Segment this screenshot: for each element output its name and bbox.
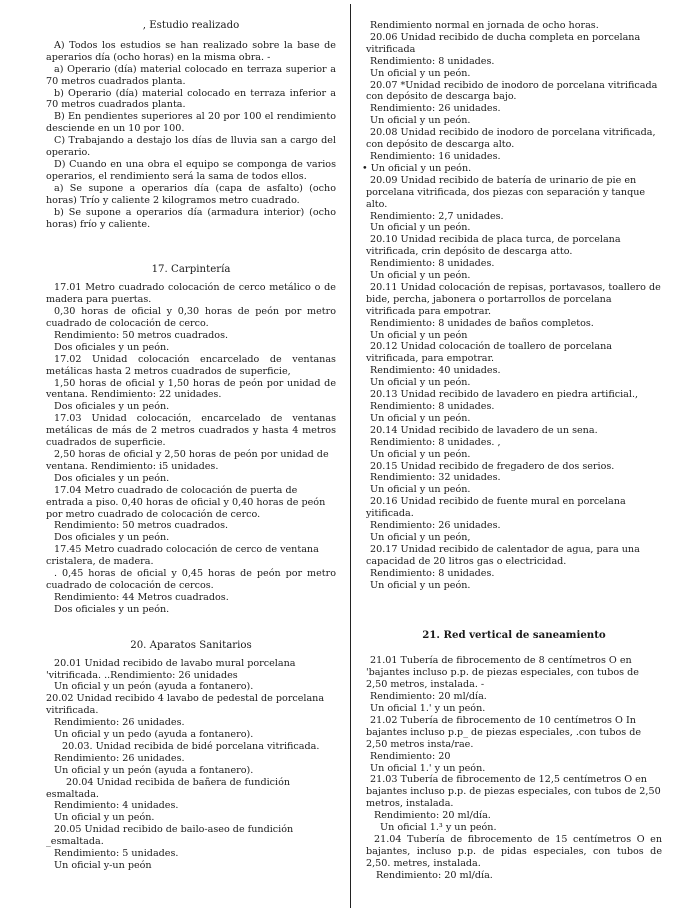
paragraph: 17.01 Metro cuadrado colocación de cerco metálico o de madera para puertas. [46, 282, 336, 306]
paragraph: 20.11 Unidad colocación de repisas, portavasos, toallero de bide, percha, jabonera o portarrollos de porcelana vitrificada para empotrar. [366, 281, 661, 317]
paragraph: Un oficial y un peón [370, 329, 468, 341]
paragraph: Un oficial y un peón (ayuda a fontanero). [54, 764, 254, 776]
paragraph: Un oficial y un peón. [370, 115, 471, 127]
paragraph: Rendimiento: 26 unidades. [54, 717, 185, 729]
paragraph: 21.04 Tubería de fibrocemento de 15 centímetros O en bajantes, incluso p.p. de pidas especiales, con tubos de 2,50. metres, instalada. [366, 834, 662, 869]
paragraph: Rendimiento: 26 unidades. [370, 103, 501, 115]
paragraph: Rendimiento: 8 unidades de baños completos. [370, 317, 594, 329]
paragraph: Rendimiento: 2,7 unidades. [370, 210, 504, 222]
paragraph: b) Se supone a operarios día (armadura interior) (ocho horas) frío y caliente. [46, 206, 336, 230]
section-heading: 20. Aparatos Sanitarios [130, 639, 252, 651]
paragraph: Rendimiento: 8 unidades. [370, 567, 495, 579]
paragraph: C) Trabajando a destajo los días de lluvia san a cargo del operario. [46, 135, 336, 159]
paragraph: Un oficial y-un peón [54, 860, 152, 871]
paragraph: Un oficial y un peón. [370, 412, 471, 424]
paragraph: Rendimiento: 8 unidades. , [370, 436, 501, 448]
paragraph: 20.10 Unidad recibida de placa turca, de porcelana vitrificada, crin depósito de descarga atto. [366, 234, 621, 258]
section-heading: , Estudio realizado [142, 20, 240, 31]
section-heading: 21. Red vertical de saneamiento [422, 628, 606, 641]
paragraph: • Un oficial y un peón. [362, 162, 472, 174]
paragraph: a) Se supone a operarios día (capa de asfalto) (ocho horas) Trío y caliente 2 kilogramos metro cuadrado. [46, 182, 336, 206]
paragraph: 20.05 Unidad recibido de bailo-aseo de fundición _esmaltada. [46, 824, 294, 848]
paragraph: Rendimiento: 8 unidades. [370, 258, 495, 270]
paragraph: Dos oficiales y un peón. [54, 401, 170, 413]
paragraph: Un oficial y un peón (ayuda a fontanero). [54, 681, 254, 693]
paragraph: Rendimiento: 20 ml/día. [376, 869, 493, 881]
right-column [362, 20, 662, 882]
paragraph: 21.01 Tubería de fibrocemento de 8 centímetros O en 'bajantes incluso p.p. de piezas especiales, con tubos de 2,50 metros, instalada. - [366, 655, 639, 691]
paragraph: 20.15 Unidad recibido de fregadero de dos serios. [370, 460, 615, 472]
column-divider [350, 4, 351, 908]
paragraph: Un oficial y un peón, [370, 531, 471, 543]
paragraph: Rendimiento: 4 unidades. [54, 800, 179, 812]
paragraph: Rendimiento: 26 unidades. [370, 520, 501, 532]
paragraph: 20.16 Unidad recibido de fuente mural en porcelana yitificada. [366, 496, 626, 520]
paragraph: Un oficial y un peón. [370, 579, 471, 591]
paragraph: Un oficial 1.' y un peón. [370, 703, 486, 715]
paragraph: Rendimiento normal en jornada de ocho horas. [370, 20, 599, 31]
paragraph: Un oficial y un peón. [370, 222, 471, 234]
paragraph: Rendimiento: 50 metros cuadrados. [54, 329, 229, 341]
paragraph: Un oficial y un peón. [54, 812, 155, 824]
paragraph: Rendimiento: 16 unidades. [370, 150, 501, 162]
paragraph: Un oficial y un pedo (ayuda a fontanero). [54, 729, 254, 741]
paragraph: 17.03 Unidad colocación, encarcelado de ventanas metálicas de más de 2 metros cuadrados y hasta 4 metros cuadrados de superficie. [46, 413, 336, 449]
paragraph: Un oficial 1.³ y un peón. [380, 822, 497, 834]
paragraph: 17.02 Unidad colocación encarcelado de ventanas metálicas hasta 2 metros cuadrados de superficie, [46, 353, 336, 377]
paragraph: 20.14 Unidad recibido de lavadero de un sena. [370, 424, 598, 436]
paragraph: 17.45 Metro cuadrado colocación de cerco de ventana cristalera, de madera. [46, 544, 319, 568]
paragraph: Rendimiento: 44 Metros cuadrados. [54, 591, 229, 603]
paragraph: 20.13 Unidad recibido de lavadero en piedra artificial., [370, 389, 639, 401]
paragraph: 20.06 Unidad recibido de ducha completa en porcelana vitrificada [366, 31, 641, 55]
paragraph: Dos oficiales y un peón. [54, 603, 170, 615]
paragraph: 2,50 horas de oficial y 2,50 horas de peón por unidad de ventana. Rendimiento: i5 unidades. [46, 449, 329, 472]
paragraph: 20.07 *Unidad recibido de inodoro de porcelana vitrificada con depósito de descarga bajo. [366, 79, 658, 103]
paragraph: Un oficial 1.' y un peón. [370, 762, 486, 774]
paragraph: B) En pendientes superiores al 20 por 100 el rendimiento desciende en un 10 por 100. [46, 111, 336, 135]
paragraph: Un oficial y un peón. [370, 270, 471, 282]
paragraph: Dos oficiales y un peón. [54, 532, 170, 544]
paragraph: . 0,45 horas de oficial y 0,45 horas de peón por metro cuadrado de colocación de cercos. [46, 568, 336, 591]
paragraph: Dos oficiales y un peón. [54, 341, 170, 353]
paragraph: Rendimiento: 40 unidades. [370, 365, 501, 377]
paragraph: Rendimiento: 26 unidades. [54, 752, 185, 764]
paragraph: Un oficial y un peón. [370, 377, 471, 389]
paragraph: 20.08 Unidad recibido de inodoro de porcelana vitrificada, con depósito de descarga alto. [366, 127, 656, 151]
section-heading: 17. Carpintería [151, 264, 231, 276]
paragraph: Rendimiento: 8 unidades. [370, 401, 495, 412]
paragraph: A) Todos los estudios se han realizado sobre la base de aperarios día (ocho horas) en la misma obra. - [46, 39, 336, 63]
paragraph: Un oficial y un peón. [370, 448, 471, 460]
paragraph: 17.04 Metro cuadrado de colocación de puerta de entrada a piso. 0,40 horas de oficial y 0,40 horas de peón por metro cuadrado de colocación de cerco. [46, 484, 326, 520]
paragraph: 20.02 Unidad recibido 4 lavabo de pedestal de porcelana vitrificada. [46, 693, 325, 717]
paragraph: Rendimiento: 20 ml/día. [374, 810, 491, 822]
paragraph: Rendimiento: 50 metros cuadrados. [54, 520, 229, 532]
paragraph: 20.09 Unidad recibido de batería de urinario de pie en porcelana vitrificada, dos piezas con separación y tanque alto. [366, 174, 646, 210]
paragraph: a) Operario (día) material colocado en terraza superior a 70 metros cuadrados planta. [46, 63, 336, 87]
paragraph: 20.01 Unidad recibido de lavabo mural porcelana 'vitrificada. ..Rendimiento: 26 unidades [46, 657, 296, 681]
paragraph: D) Cuando en una obra el equipo se componga de varios operarios, el rendimiento será la sama de todos ellos. [46, 158, 336, 182]
paragraph: 21.02 Tubería de fibrocemento de 10 centímetros O In bajantes incluso p.p_ de piezas especiales, .con tubos de 2,50 metros insta/rae. [366, 714, 642, 750]
paragraph: 0,30 horas de oficial y 0,30 horas de peón por metro cuadrado de colocación de cerco. [46, 306, 336, 330]
paragraph: 21.03 Tubería de fibrocemento de 12,5 centímetros O en bajantes incluso p.p. de piezas especiales, con tubos de 2,50 metros, instalada. [366, 774, 661, 810]
paragraph: Un oficial y un peón. [370, 67, 471, 79]
paragraph: 20.03. Unidad recibida de bidé porcelana vitrificada. [62, 740, 320, 752]
paragraph: 20.12 Unidad colocación de toallero de porcelana vitrificada, para empotrar. [366, 341, 612, 365]
paragraph: 1,50 horas de oficial y 1,50 horas de peón por unidad de ventana. Rendimiento: 22 unidades. [46, 377, 336, 401]
paragraph: Un oficial y un peón. [370, 484, 471, 496]
left-column [46, 20, 336, 872]
paragraph: b) Operario (día) material colocado en terraza inferior a 70 metros cuadrados planta. [46, 87, 336, 111]
paragraph: Rendimiento: 5 unidades. [54, 848, 179, 860]
paragraph: Rendimiento: 20 ml/día. [370, 691, 487, 703]
paragraph: Dos oficiales y un peón. [54, 472, 170, 484]
paragraph: Rendimiento: 20 [370, 750, 451, 762]
paragraph: 20.04 Unidad recibida de bañera de fundición esmaltada. [46, 776, 291, 800]
paragraph: 20.17 Unidad recibido de calentador de agua, para una capacidad de 20 litros gas o electricidad. [366, 543, 640, 567]
paragraph: Rendimiento: 32 unidades. [370, 472, 501, 484]
paragraph: Rendimiento: 8 unidades. [370, 55, 495, 67]
